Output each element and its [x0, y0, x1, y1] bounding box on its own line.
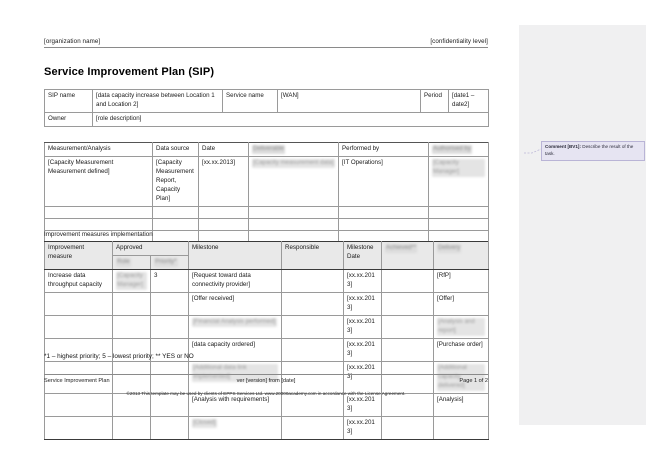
table-row	[45, 156, 489, 206]
improvement-measures-caption: Improvement measures implementation	[44, 231, 153, 238]
header-organization-name: [organization name]	[44, 38, 101, 45]
table-row	[45, 112, 489, 126]
cell-role[interactable]: [Capacity Manager]	[113, 269, 151, 292]
cell-delivery[interactable]	[434, 416, 489, 439]
cell-delivery[interactable]: [Additional capacity delivered]	[434, 361, 489, 393]
cell-role[interactable]	[113, 292, 151, 315]
footer-page-number: Page 1 of 2	[459, 378, 488, 384]
cell-date[interactable]	[199, 218, 249, 230]
cell-priority[interactable]	[151, 315, 189, 338]
footer-document-name: Service Improvement Plan	[44, 378, 110, 384]
cell-milestone-date[interactable]: [xx.xx.2013]	[344, 416, 382, 439]
sip-name-label: SIP name	[45, 90, 93, 113]
cell-milestone-date[interactable]: [xx.xx.2013]	[344, 292, 382, 315]
cell-milestone[interactable]: [Closed]	[189, 416, 282, 439]
cell-milestone-date[interactable]: [xx.xx.2013]	[344, 338, 382, 361]
cell-achieved[interactable]	[382, 416, 434, 439]
sip-info-table	[44, 89, 489, 127]
col-milestone-date: Milestone Date	[344, 242, 382, 270]
cell-measurement-analysis[interactable]	[45, 218, 153, 230]
cell-delivery[interactable]: [Analysis]	[434, 393, 489, 416]
cell-milestone-date[interactable]: [xx.xx.2013]	[344, 315, 382, 338]
cell-responsible[interactable]	[282, 393, 344, 416]
service-name-value[interactable]: [WAN]	[278, 90, 421, 113]
cell-milestone[interactable]: [data capacity ordered]	[189, 338, 282, 361]
comment-margin-band	[519, 25, 646, 425]
cell-delivery[interactable]: [Purchase order]	[434, 338, 489, 361]
cell-delivery[interactable]: [Analysis and report]	[434, 315, 489, 338]
footer-version: ver [version] from [date]	[236, 378, 296, 384]
cell-milestone[interactable]: [Request toward data connectivity provider]	[189, 269, 282, 292]
service-name-label: Service name	[223, 90, 278, 113]
cell-data-source[interactable]: [Capacity Measurement Report, Capacity Plan]	[153, 156, 199, 206]
owner-value[interactable]: [role description]	[93, 112, 489, 126]
cell-responsible[interactable]	[282, 416, 344, 439]
cell-priority[interactable]	[151, 416, 189, 439]
cell-milestone-date[interactable]: [xx.xx.2013]	[344, 269, 382, 292]
cell-measurement-analysis[interactable]: [Capacity Measurement Measurement defined]	[45, 156, 153, 206]
cell-measurement-analysis[interactable]	[45, 206, 153, 218]
cell-role[interactable]	[113, 393, 151, 416]
period-value[interactable]: [date1 – date2]	[449, 90, 489, 113]
period-label: Period	[421, 90, 449, 113]
sip-name-value[interactable]: [data capacity increase between Location 1 and Location 2]	[93, 90, 223, 113]
cell-deliverable[interactable]: [Capacity measurement data]	[249, 156, 339, 206]
improvement-measures-table	[44, 241, 489, 440]
cell-milestone[interactable]: [Analysis with requirements]	[189, 393, 282, 416]
cell-date[interactable]	[199, 206, 249, 218]
cell-milestone[interactable]: [Additional data link implemented]	[189, 361, 282, 393]
cell-milestone-date[interactable]: [xx.xx.2013]	[344, 361, 382, 393]
table-row	[45, 416, 489, 439]
cell-performed-by[interactable]: [IT Operations]	[339, 156, 429, 206]
cell-responsible[interactable]	[282, 315, 344, 338]
cell-improvement-measure[interactable]	[45, 416, 113, 439]
priority-footnote: *1 – highest priority; 5 – lowest priority; ** YES or NO	[44, 353, 194, 360]
cell-achieved[interactable]	[382, 315, 434, 338]
cell-improvement-measure[interactable]: Increase data throughput capacity	[45, 269, 113, 292]
table-row	[45, 218, 489, 230]
table-row	[45, 292, 489, 315]
cell-responsible[interactable]	[282, 292, 344, 315]
cell-performed-by[interactable]	[339, 218, 429, 230]
cell-performed-by[interactable]	[339, 206, 429, 218]
table-row	[45, 393, 489, 416]
cell-deliverable[interactable]	[249, 218, 339, 230]
cell-responsible[interactable]	[282, 338, 344, 361]
cell-achieved[interactable]	[382, 393, 434, 416]
cell-authorised-by[interactable]	[429, 218, 489, 230]
comment-anchor-line	[524, 148, 542, 149]
cell-priority[interactable]	[151, 393, 189, 416]
cell-improvement-measure[interactable]	[45, 393, 113, 416]
col-priority: Priority*	[151, 255, 189, 269]
footer-copyright: ©2013 This template may be used by clients of EPPS Services Ltd. www.20000academy.com in accordance with the License Agreement.	[126, 391, 406, 396]
col-improvement-measure: Improvement measure	[45, 242, 113, 270]
cell-achieved[interactable]	[382, 292, 434, 315]
running-header	[44, 38, 488, 48]
col-delivery: Delivery	[434, 242, 489, 270]
table-row	[45, 206, 489, 218]
page-title: Service Improvement Plan (SIP)	[44, 66, 215, 78]
cell-role[interactable]	[113, 416, 151, 439]
col-deliverable: Deliverable	[249, 143, 339, 157]
col-achieved: Achieved**	[382, 242, 434, 270]
running-footer	[44, 374, 488, 384]
col-date: Date	[199, 143, 249, 157]
cell-improvement-measure[interactable]	[45, 292, 113, 315]
comment-balloon[interactable]	[541, 141, 645, 161]
col-milestone: Milestone	[189, 242, 282, 270]
cell-delivery[interactable]: [RfP]	[434, 269, 489, 292]
cell-delivery[interactable]: [Offer]	[434, 292, 489, 315]
cell-role[interactable]	[113, 315, 151, 338]
cell-priority[interactable]	[151, 292, 189, 315]
table-row	[45, 269, 489, 292]
comment-text: Describe the result of the task.	[545, 144, 634, 156]
cell-milestone[interactable]: [Financial Analysis performed]	[189, 315, 282, 338]
col-data-source: Data source	[153, 143, 199, 157]
col-authorised-by: Authorised by	[429, 143, 489, 157]
col-measurement-analysis: Measurement/Analysis	[45, 143, 153, 157]
cell-deliverable[interactable]	[249, 206, 339, 218]
cell-priority[interactable]: 3	[151, 269, 189, 292]
cell-data-source[interactable]	[153, 218, 199, 230]
cell-milestone[interactable]: [Offer received]	[189, 292, 282, 315]
cell-responsible[interactable]	[282, 269, 344, 292]
cell-data-source[interactable]	[153, 206, 199, 218]
col-responsible: Responsible	[282, 242, 344, 270]
measurement-analysis-table	[44, 142, 489, 243]
cell-authorised-by[interactable]	[429, 206, 489, 218]
table-row	[45, 90, 489, 113]
cell-authorised-by[interactable]: [Capacity Manager]	[429, 156, 489, 206]
col-approved-group: Approved	[113, 242, 189, 256]
owner-label: Owner	[45, 112, 93, 126]
header-confidentiality-level: [confidentiality level]	[430, 38, 488, 45]
table-row	[45, 315, 489, 338]
col-performed-by: Performed by	[339, 143, 429, 157]
cell-achieved[interactable]	[382, 269, 434, 292]
cell-achieved[interactable]	[382, 338, 434, 361]
col-role: Role	[113, 255, 151, 269]
table-header-row	[45, 143, 489, 157]
cell-date[interactable]: [xx.xx.2013]	[199, 156, 249, 206]
comment-tag: Comment [BV1]:	[545, 144, 581, 149]
cell-milestone-date[interactable]: [xx.xx.2013]	[344, 393, 382, 416]
cell-improvement-measure[interactable]	[45, 315, 113, 338]
table-header-row	[45, 242, 489, 256]
